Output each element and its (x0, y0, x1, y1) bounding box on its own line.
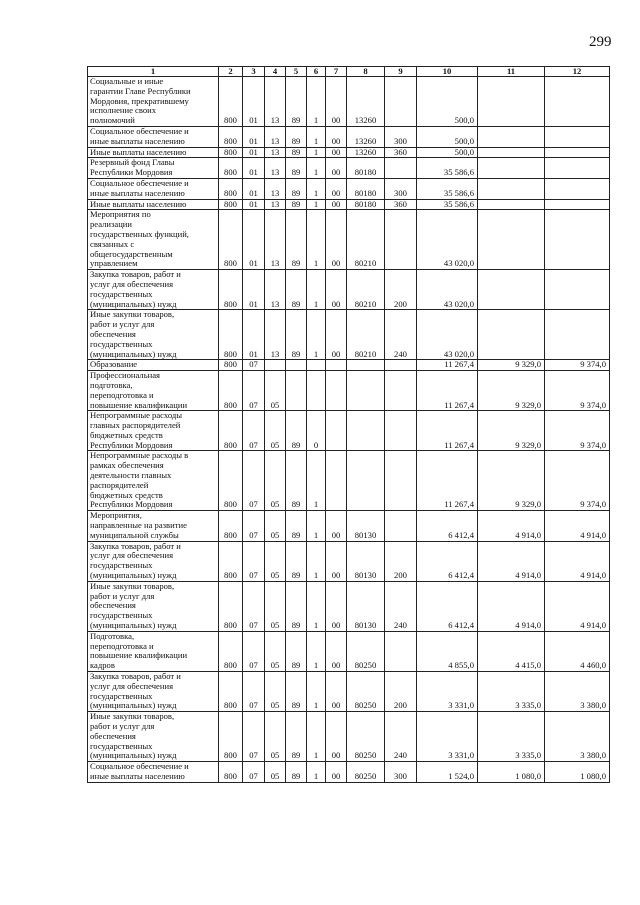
code-cell: 80130 (347, 511, 385, 541)
column-header: 10 (417, 67, 478, 77)
table-row (88, 310, 610, 360)
amount-cell: 4 415,0 (478, 631, 545, 671)
code-cell: 1 (307, 178, 326, 199)
code-cell (265, 360, 286, 371)
code-cell: 07 (243, 360, 265, 371)
code-cell: 00 (326, 210, 347, 270)
code-cell: 13 (265, 158, 286, 179)
row-name-cell: Иные закупки товаров, работ и услуг для обеспечения государственных (муниципальных) нужд (88, 712, 219, 762)
amount-cell: 35 586,6 (417, 158, 478, 179)
row-name-cell: Иные закупки товаров, работ и услуг для обеспечения государственных (муниципальных) нужд (88, 310, 219, 360)
column-header: 5 (286, 67, 307, 77)
code-cell: 13260 (347, 77, 385, 127)
code-cell: 240 (385, 310, 417, 360)
amount-cell: 4 914,0 (545, 511, 610, 541)
code-cell: 800 (219, 511, 243, 541)
column-header: 1 (88, 67, 219, 77)
code-cell: 800 (219, 199, 243, 210)
code-cell: 89 (286, 762, 307, 783)
row-name-cell: Социальное обеспечение и иные выплаты населению (88, 126, 219, 147)
code-cell: 13 (265, 147, 286, 158)
row-name-cell: Непрограммные расходы главных распорядителей бюджетных средств Республики Мордовия (88, 411, 219, 451)
code-cell: 800 (219, 178, 243, 199)
code-cell (385, 631, 417, 671)
code-cell: 1 (307, 762, 326, 783)
row-name-cell: Закупка товаров, работ и услуг для обеспечения государственных (муниципальных) нужд (88, 541, 219, 581)
amount-cell (545, 270, 610, 310)
amount-cell: 9 374,0 (545, 360, 610, 371)
amount-cell (545, 310, 610, 360)
code-cell: 1 (307, 310, 326, 360)
code-cell: 80130 (347, 581, 385, 631)
code-cell: 0 (307, 411, 326, 451)
table-row (88, 147, 610, 158)
code-cell: 89 (286, 126, 307, 147)
code-cell: 800 (219, 631, 243, 671)
code-cell: 800 (219, 541, 243, 581)
code-cell: 13260 (347, 147, 385, 158)
table-row (88, 126, 610, 147)
code-cell: 800 (219, 411, 243, 451)
code-cell: 13 (265, 199, 286, 210)
code-cell: 01 (243, 310, 265, 360)
code-cell: 00 (326, 126, 347, 147)
code-cell: 89 (286, 451, 307, 511)
code-cell: 1 (307, 147, 326, 158)
table-row (88, 451, 610, 511)
column-header: 3 (243, 67, 265, 77)
row-name-cell: Иные выплаты населению (88, 147, 219, 158)
amount-cell: 4 914,0 (478, 541, 545, 581)
code-cell: 800 (219, 371, 243, 411)
amount-cell: 4 914,0 (545, 541, 610, 581)
code-cell: 05 (265, 541, 286, 581)
code-cell (385, 360, 417, 371)
amount-cell: 500,0 (417, 77, 478, 127)
code-cell (385, 158, 417, 179)
code-cell: 05 (265, 371, 286, 411)
code-cell: 05 (265, 712, 286, 762)
amount-cell: 6 412,4 (417, 581, 478, 631)
code-cell: 89 (286, 581, 307, 631)
code-cell: 01 (243, 178, 265, 199)
code-cell (385, 511, 417, 541)
table-row (88, 511, 610, 541)
code-cell: 1 (307, 541, 326, 581)
code-cell (347, 451, 385, 511)
code-cell: 1 (307, 210, 326, 270)
code-cell: 00 (326, 147, 347, 158)
code-cell: 80210 (347, 270, 385, 310)
amount-cell (478, 270, 545, 310)
code-cell: 00 (326, 310, 347, 360)
row-name-cell: Мероприятия, направленные на развитие муниципальной службы (88, 511, 219, 541)
code-cell: 80250 (347, 712, 385, 762)
code-cell: 1 (307, 712, 326, 762)
row-name-cell: Иные закупки товаров, работ и услуг для обеспечения государственных (муниципальных) нужд (88, 581, 219, 631)
amount-cell: 11 267,4 (417, 451, 478, 511)
code-cell: 05 (265, 631, 286, 671)
column-header: 7 (326, 67, 347, 77)
code-cell: 01 (243, 147, 265, 158)
code-cell: 89 (286, 77, 307, 127)
code-cell (385, 451, 417, 511)
code-cell: 80180 (347, 178, 385, 199)
code-cell: 01 (243, 126, 265, 147)
amount-cell: 9 329,0 (478, 360, 545, 371)
code-cell (347, 360, 385, 371)
code-cell: 89 (286, 210, 307, 270)
code-cell: 00 (326, 199, 347, 210)
table-row (88, 631, 610, 671)
amount-cell (545, 126, 610, 147)
table-row (88, 371, 610, 411)
code-cell: 800 (219, 77, 243, 127)
code-cell: 01 (243, 210, 265, 270)
row-name-cell: Подготовка, переподготовка и повышение квалификации кадров (88, 631, 219, 671)
code-cell (307, 371, 326, 411)
amount-cell: 9 329,0 (478, 371, 545, 411)
amount-cell (545, 158, 610, 179)
code-cell: 00 (326, 672, 347, 712)
amount-cell: 6 412,4 (417, 541, 478, 581)
code-cell: 80210 (347, 210, 385, 270)
code-cell: 00 (326, 762, 347, 783)
table-row (88, 199, 610, 210)
amount-cell: 1 524,0 (417, 762, 478, 783)
code-cell: 300 (385, 178, 417, 199)
row-name-cell: Непрограммные расходы в рамках обеспечения деятельности главных распорядителей бюджетных средств Республики Мордовия (88, 451, 219, 511)
column-header: 8 (347, 67, 385, 77)
amount-cell: 3 380,0 (545, 672, 610, 712)
code-cell: 89 (286, 178, 307, 199)
amount-cell (545, 178, 610, 199)
code-cell: 800 (219, 158, 243, 179)
amount-cell: 4 460,0 (545, 631, 610, 671)
code-cell: 05 (265, 451, 286, 511)
code-cell: 07 (243, 451, 265, 511)
code-cell: 07 (243, 712, 265, 762)
code-cell: 05 (265, 581, 286, 631)
code-cell (286, 371, 307, 411)
code-cell: 00 (326, 631, 347, 671)
code-cell: 200 (385, 541, 417, 581)
amount-cell (478, 77, 545, 127)
amount-cell (478, 210, 545, 270)
code-cell: 07 (243, 411, 265, 451)
table-row (88, 712, 610, 762)
column-header: 6 (307, 67, 326, 77)
amount-cell: 4 914,0 (478, 581, 545, 631)
code-cell: 80130 (347, 541, 385, 581)
code-cell: 240 (385, 712, 417, 762)
code-cell: 800 (219, 310, 243, 360)
amount-cell: 35 586,6 (417, 199, 478, 210)
table-row (88, 210, 610, 270)
amount-cell: 4 914,0 (545, 581, 610, 631)
row-name-cell: Резервный фонд Главы Республики Мордовия (88, 158, 219, 179)
code-cell: 00 (326, 77, 347, 127)
column-header: 11 (478, 67, 545, 77)
amount-cell: 11 267,4 (417, 371, 478, 411)
code-cell: 13 (265, 126, 286, 147)
code-cell (385, 77, 417, 127)
code-cell: 360 (385, 199, 417, 210)
code-cell: 89 (286, 631, 307, 671)
code-cell (326, 371, 347, 411)
code-cell: 89 (286, 270, 307, 310)
row-name-cell: Образование (88, 360, 219, 371)
amount-cell: 9 329,0 (478, 411, 545, 451)
amount-cell (545, 199, 610, 210)
code-cell: 07 (243, 762, 265, 783)
amount-cell: 11 267,4 (417, 411, 478, 451)
code-cell: 80250 (347, 762, 385, 783)
code-cell: 07 (243, 581, 265, 631)
column-header: 2 (219, 67, 243, 77)
code-cell: 00 (326, 712, 347, 762)
code-cell (326, 411, 347, 451)
code-cell (286, 360, 307, 371)
code-cell: 1 (307, 631, 326, 671)
row-name-cell: Профессиональная подготовка, переподготовка и повышение квалификации (88, 371, 219, 411)
amount-cell (478, 178, 545, 199)
code-cell: 00 (326, 581, 347, 631)
code-cell: 800 (219, 270, 243, 310)
code-cell: 89 (286, 147, 307, 158)
code-cell: 800 (219, 581, 243, 631)
code-cell: 00 (326, 270, 347, 310)
code-cell: 89 (286, 672, 307, 712)
code-cell (326, 451, 347, 511)
amount-cell (478, 158, 545, 179)
code-cell (385, 411, 417, 451)
amount-cell: 9 374,0 (545, 371, 610, 411)
table-row (88, 541, 610, 581)
code-cell: 800 (219, 147, 243, 158)
amount-cell (545, 77, 610, 127)
code-cell: 800 (219, 451, 243, 511)
code-cell: 1 (307, 511, 326, 541)
code-cell: 800 (219, 672, 243, 712)
page-number: 299 (589, 34, 612, 50)
amount-cell: 9 329,0 (478, 451, 545, 511)
amount-cell: 500,0 (417, 126, 478, 147)
code-cell: 1 (307, 581, 326, 631)
code-cell: 1 (307, 158, 326, 179)
code-cell: 80250 (347, 631, 385, 671)
code-cell: 13 (265, 77, 286, 127)
code-cell: 13 (265, 210, 286, 270)
code-cell: 200 (385, 672, 417, 712)
column-header: 4 (265, 67, 286, 77)
code-cell: 01 (243, 158, 265, 179)
code-cell: 07 (243, 631, 265, 671)
amount-cell (478, 310, 545, 360)
amount-cell: 4 855,0 (417, 631, 478, 671)
amount-cell (545, 210, 610, 270)
code-cell: 01 (243, 77, 265, 127)
amount-cell: 3 331,0 (417, 672, 478, 712)
code-cell: 01 (243, 270, 265, 310)
amount-cell: 6 412,4 (417, 511, 478, 541)
table-row (88, 581, 610, 631)
row-name-cell: Иные выплаты населению (88, 199, 219, 210)
code-cell: 1 (307, 270, 326, 310)
code-cell: 00 (326, 511, 347, 541)
amount-cell: 3 335,0 (478, 672, 545, 712)
code-cell: 13 (265, 270, 286, 310)
row-name-cell: Социальное обеспечение и иные выплаты населению (88, 178, 219, 199)
row-name-cell: Социальные и иные гарантии Главе Республики Мордовия, прекратившему исполнение своих полномочий (88, 77, 219, 127)
code-cell: 1 (307, 672, 326, 712)
code-cell: 800 (219, 360, 243, 371)
amount-cell: 3 331,0 (417, 712, 478, 762)
amount-cell (478, 199, 545, 210)
code-cell (347, 411, 385, 451)
table-row (88, 411, 610, 451)
code-cell: 80180 (347, 199, 385, 210)
amount-cell: 1 080,0 (478, 762, 545, 783)
code-cell: 05 (265, 511, 286, 541)
code-cell: 89 (286, 199, 307, 210)
code-cell: 1 (307, 126, 326, 147)
row-name-cell: Мероприятия по реализации государственных функций, связанных с общегосударственным управлением (88, 210, 219, 270)
code-cell: 800 (219, 210, 243, 270)
code-cell: 13 (265, 310, 286, 360)
code-cell: 07 (243, 541, 265, 581)
amount-cell (545, 147, 610, 158)
code-cell: 300 (385, 762, 417, 783)
code-cell: 07 (243, 371, 265, 411)
header-row (88, 67, 610, 77)
column-header: 9 (385, 67, 417, 77)
table-row (88, 178, 610, 199)
column-header: 12 (545, 67, 610, 77)
table-row (88, 762, 610, 783)
code-cell: 89 (286, 411, 307, 451)
code-cell (385, 371, 417, 411)
code-cell: 89 (286, 712, 307, 762)
code-cell (385, 210, 417, 270)
budget-table (87, 66, 610, 783)
amount-cell: 43 020,0 (417, 270, 478, 310)
amount-cell (478, 147, 545, 158)
amount-cell (478, 126, 545, 147)
amount-cell: 43 020,0 (417, 310, 478, 360)
code-cell: 80180 (347, 158, 385, 179)
code-cell: 05 (265, 762, 286, 783)
row-name-cell: Закупка товаров, работ и услуг для обеспечения государственных (муниципальных) нужд (88, 270, 219, 310)
code-cell (307, 360, 326, 371)
code-cell: 89 (286, 511, 307, 541)
amount-cell: 3 335,0 (478, 712, 545, 762)
code-cell: 01 (243, 199, 265, 210)
code-cell: 13 (265, 178, 286, 199)
table-row (88, 270, 610, 310)
code-cell: 800 (219, 712, 243, 762)
code-cell (326, 360, 347, 371)
code-cell: 00 (326, 158, 347, 179)
code-cell: 07 (243, 672, 265, 712)
code-cell: 89 (286, 541, 307, 581)
row-name-cell: Социальное обеспечение и иные выплаты населению (88, 762, 219, 783)
table-row (88, 360, 610, 371)
amount-cell: 11 267,4 (417, 360, 478, 371)
amount-cell: 9 374,0 (545, 451, 610, 511)
code-cell: 1 (307, 199, 326, 210)
code-cell: 89 (286, 158, 307, 179)
code-cell: 240 (385, 581, 417, 631)
row-name-cell: Закупка товаров, работ и услуг для обеспечения государственных (муниципальных) нужд (88, 672, 219, 712)
code-cell: 00 (326, 541, 347, 581)
code-cell: 800 (219, 762, 243, 783)
code-cell: 00 (326, 178, 347, 199)
amount-cell: 35 586,6 (417, 178, 478, 199)
code-cell: 1 (307, 451, 326, 511)
table-row (88, 158, 610, 179)
code-cell: 80250 (347, 672, 385, 712)
code-cell: 05 (265, 672, 286, 712)
amount-cell: 3 380,0 (545, 712, 610, 762)
code-cell (347, 371, 385, 411)
code-cell: 80210 (347, 310, 385, 360)
amount-cell: 9 374,0 (545, 411, 610, 451)
table-row (88, 77, 610, 127)
amount-cell: 4 914,0 (478, 511, 545, 541)
table-row (88, 672, 610, 712)
code-cell: 07 (243, 511, 265, 541)
code-cell: 360 (385, 147, 417, 158)
code-cell: 89 (286, 310, 307, 360)
code-cell: 1 (307, 77, 326, 127)
amount-cell: 43 020,0 (417, 210, 478, 270)
code-cell: 05 (265, 411, 286, 451)
code-cell: 13260 (347, 126, 385, 147)
code-cell: 200 (385, 270, 417, 310)
amount-cell: 500,0 (417, 147, 478, 158)
code-cell: 300 (385, 126, 417, 147)
amount-cell: 1 080,0 (545, 762, 610, 783)
table-body (88, 77, 610, 783)
code-cell: 800 (219, 126, 243, 147)
